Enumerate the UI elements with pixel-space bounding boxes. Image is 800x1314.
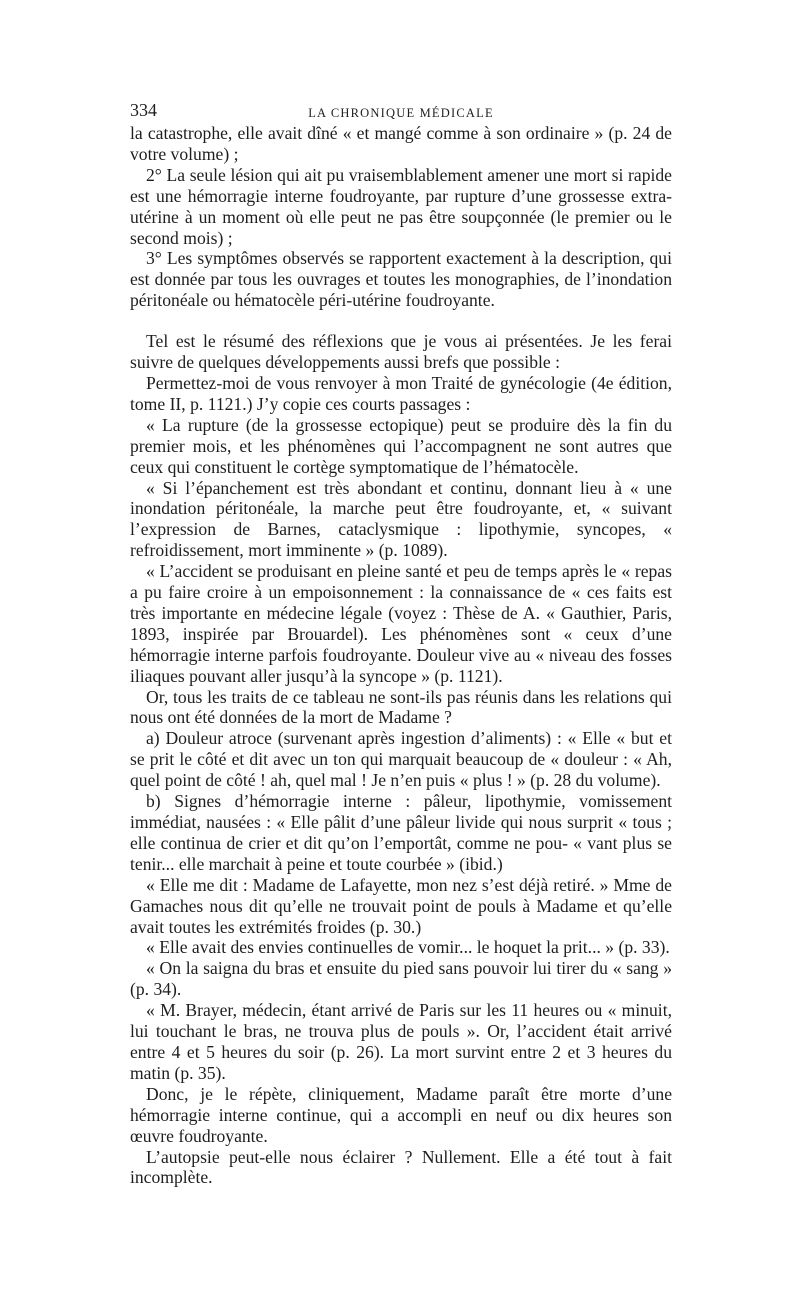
paragraph: la catastrophe, elle avait dîné « et mangé comme à son ordinaire » (p. 24 de votre volume) ;: [130, 123, 672, 164]
paragraph: 2° La seule lésion qui ait pu vraisemblablement amener une mort si rapide est une hémorragie interne foudroyante, par rupture d’une grossesse extra-utérine à un moment où elle peut ne pas être soupçonnée (le premier ou le second mois) ;: [130, 164, 672, 248]
paragraph: Tel est le résumé des réflexions que je vous ai présentées. Je les ferai suivre de quelques développements aussi brefs que possible :: [130, 331, 672, 373]
paragraph: a) Douleur atroce (survenant après ingestion d’aliments) : « Elle « but et se prit le côté et dit avec un ton qui marquait beaucoup de « douleur : « Ah, quel point de côté ! ah, quel mal ! Je n’en puis « plus ! » (p. 28 du volume).: [130, 728, 672, 791]
paragraph: Or, tous les traits de ce tableau ne sont-ils pas réunis dans les relations qui nous ont été données de la mort de Madame ?: [130, 686, 672, 728]
running-title: LA CHRONIQUE MÉDICALE: [308, 106, 494, 120]
quote-paragraph: « L’accident se produisant en pleine santé et peu de temps après le « repas a pu faire croire à un empoisonnement : la connaissance de « ces faits est très importante en médecine légale (voyez : Thèse de A. « Gauthier, Paris, 1893, inspirée par Brouardel). Les phénomènes sont « ceux d’une hémorragie interne parfois foudroyante. Douleur vive au « niveau des fosses iliaques pouvant aller jusqu’à la syncope » (p. 1121).: [130, 561, 672, 686]
quote-paragraph: « Elle avait des envies continuelles de vomir... le hoquet la prit... » (p. 33).: [146, 937, 670, 958]
quote-paragraph: « La rupture (de la grossesse ectopique) peut se produire dès la fin du premier mois, et les phénomènes qui l’accompagnent ne sont autres que ceux qui constituent le cortège symptomatique de l’hématocèle.: [130, 414, 672, 477]
paragraph: b) Signes d’hémorragie interne : pâleur, lipothymie, vomissement immédiat, nausées : « Elle pâlit d’une pâleur livide qui nous surprit « tous ; elle continua de crier et dit qu’on l’emportât, comme ne pou- « vant plus se tenir... elle marchait à peine et toute courbée » (ibid.): [130, 791, 672, 874]
quote-paragraph: « Si l’épanchement est très abondant et continu, donnant lieu à « une inondation péritonéale, la marche peut être foudroyante, et, « suivant l’expression de Barnes, cataclysmique : lipothymie, syncopes, « refroidissement, mort imminente » (p. 1089).: [130, 477, 672, 561]
paragraph: L’autopsie peut-elle nous éclairer ? Nullement. Elle a été tout à fait incomplète.: [130, 1146, 672, 1188]
page-header: [130, 100, 672, 123]
quote-paragraph: « On la saigna du bras et ensuite du pied sans pouvoir lui tirer du « sang » (p. 34).: [130, 958, 672, 1000]
quote-paragraph: « M. Brayer, médecin, étant arrivé de Paris sur les 11 heures ou « minuit, lui touchant le bras, ne trouva plus de pouls ». Or, l’accident était arrivé entre 4 et 5 heures du soir (p. 26). La mort survint entre 2 et 3 heures du matin (p. 35).: [130, 1000, 672, 1083]
paragraph: Donc, je le répète, cliniquement, Madame paraît être morte d’une hémorragie interne continue, qui a accompli en neuf ou dix heures son œuvre foudroyante.: [130, 1083, 672, 1146]
page-number: 334: [130, 100, 157, 120]
paragraph: 3° Les symptômes observés se rapportent exactement à la description, qui est donnée par tous les ouvrages et toutes les monographies, de l’inondation péritonéale ou hématocèle péri-utérine foudroyante.: [130, 248, 672, 311]
page: [130, 100, 672, 1188]
paragraph: Permettez-moi de vous renvoyer à mon Traité de gynécologie (4e édition, tome II, p. 1121.) J’y copie ces courts passages :: [130, 372, 672, 414]
quote-paragraph: « Elle me dit : Madame de Lafayette, mon nez s’est déjà retiré. » Mme de Gamaches nous dit qu’elle ne trouvait point de pouls à Madame et qu’elle avait toutes les extrémités froides (p. 30.): [130, 874, 672, 937]
